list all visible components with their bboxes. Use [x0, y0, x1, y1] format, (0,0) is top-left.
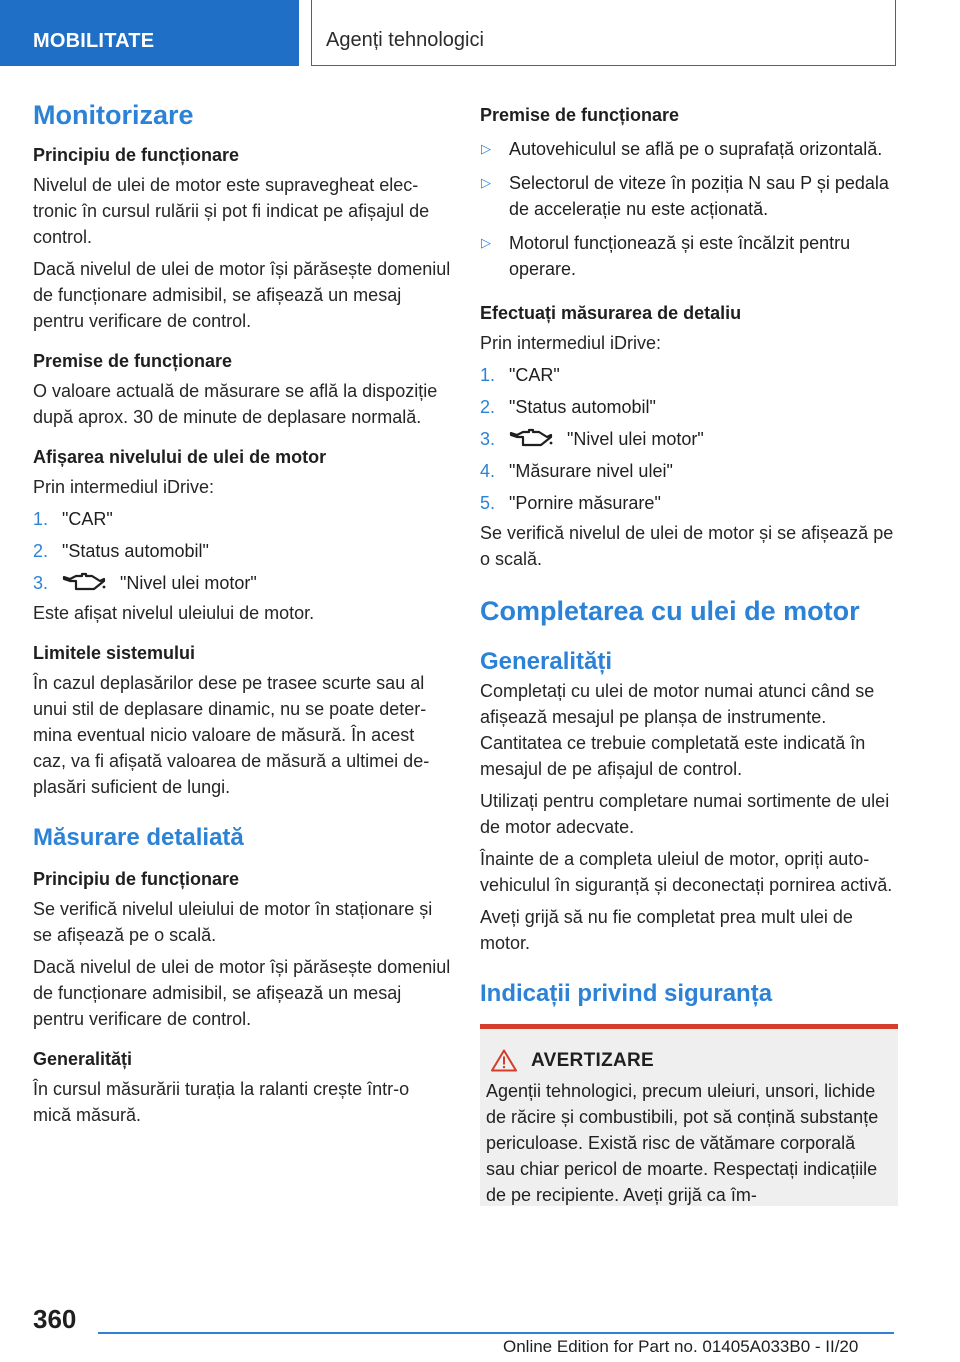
list-item [480, 426, 898, 452]
subheading-limite: Limitele sistemului [33, 643, 196, 663]
ordered-list [33, 506, 451, 596]
list-text: "CAR" [509, 365, 560, 385]
list-text: Motorul funcționează și este încălzit pentru operare. [509, 233, 851, 279]
paragraph: O valoare actuală de măsurare se află la dispoziție după aprox. 30 de minute de deplasare normală. [33, 381, 438, 427]
list-item [480, 458, 898, 484]
heading-masurare-detaliata: Măsurare detaliată [33, 824, 244, 851]
section-tab: MOBILITATE [0, 0, 299, 66]
paragraph: Aveți grijă să nu fie completat prea mult ulei de motor. [480, 907, 853, 953]
chapter-title: Agenți tehnologici [311, 0, 896, 66]
list-number: 2. [33, 541, 49, 561]
list-number: 1. [33, 509, 49, 529]
subheading-principiu: Principiu de funcționare [33, 145, 240, 165]
paragraph: În cursul măsurării turația la ralanti crește într-o mică măsură. [33, 1079, 410, 1125]
heading-indicatii-siguranta: Indicații privind siguranța [480, 980, 773, 1007]
paragraph: Utilizați pentru completare numai sortimente de ulei de motor adecvate. [480, 791, 890, 837]
ordered-list [480, 362, 898, 516]
list-text: Selectorul de viteze în poziția N sau P și pedala de accelerație nu este acționată. [509, 173, 889, 219]
subheading-efectuati: Efectuați măsurarea de detaliu [480, 303, 742, 323]
subheading-afisare: Afișarea nivelului de ulei de motor [33, 447, 327, 467]
warning-label: AVERTIZARE [531, 1049, 654, 1071]
list-text: "Status automobil" [62, 541, 209, 561]
triangle-bullet-icon: ▷ [481, 141, 491, 156]
paragraph: Prin intermediul iDrive: [33, 477, 215, 497]
list-number: 3. [33, 573, 49, 593]
paragraph: Completați cu ulei de motor numai atunci când se afișează mesajul pe planșa de instrumente. Cantitatea ce trebuie completată este indicată în mesajul de pe afișajul de control. [480, 681, 875, 779]
list-text: "Nivel ulei motor" [567, 429, 704, 449]
footer-edition: Online Edition for Part no. 01405A033B0 - II/20 [503, 1337, 859, 1356]
paragraph: Dacă nivelul de ulei de motor își părăsește domeniul de funcționare admisibil, se afișează un mesaj pentru verificare de control. [33, 957, 451, 1029]
paragraph: Este afișat nivelul uleiului de motor. [33, 603, 315, 623]
warning-box [480, 1024, 898, 1206]
list-item [480, 394, 898, 420]
oil-can-icon [62, 572, 106, 592]
paragraph: Înainte de a completa uleiul de motor, opriți autovehiculul în siguranță și deconectați pornirea activă. [480, 849, 893, 895]
list-item [33, 538, 451, 564]
heading-completarea: Completarea cu ulei de motor [480, 596, 860, 626]
list-item [480, 136, 898, 162]
triangle-bullet-icon: ▷ [481, 175, 491, 190]
list-text: "Nivel ulei motor" [120, 573, 257, 593]
paragraph: Nivelul de ulei de motor este supravegheat electronic în cursul rulării și pot fi indicat pe afișajul de control. [33, 175, 430, 247]
warning-header [486, 1049, 886, 1072]
subheading-premise: Premise de funcționare [33, 351, 233, 371]
page-header [0, 0, 960, 66]
paragraph: Prin intermediul iDrive: [480, 333, 662, 353]
list-text: "Pornire măsurare" [509, 493, 661, 513]
subheading-premise-right: Premise de funcționare [480, 105, 680, 125]
footer-divider [98, 1332, 894, 1334]
paragraph: Se verifică nivelul uleiului de motor în staționare și se afișează pe o scală. [33, 899, 433, 945]
list-text: Autovehiculul se află pe o suprafață orizontală. [509, 139, 883, 159]
list-item [33, 570, 451, 596]
right-column [480, 98, 898, 1206]
paragraph: Dacă nivelul de ulei de motor își părăsește domeniul de funcționare admisibil, se afișează un mesaj pentru verificare de control. [33, 259, 451, 331]
oil-can-icon [509, 428, 553, 448]
warning-text: Agenții tehnologici, precum uleiuri, unsori, lichide de răcire și combustibili, pot să conțină substanțe periculoase. Există risc de vătămare corporală sau chiar pericol de moarte. Respectați indicațiile de pe recipiente. Aveți grijă ca îm- [486, 1081, 879, 1205]
list-number: 5. [480, 493, 496, 513]
warning-triangle-icon [491, 1049, 517, 1072]
list-text: "Măsurare nivel ulei" [509, 461, 673, 481]
heading-generalitati: Generalități [480, 648, 613, 675]
heading-monitorizare: Monitorizare [33, 100, 194, 130]
list-item [33, 506, 451, 532]
paragraph: În cazul deplasărilor dese pe trasee scurte sau al unui stil de deplasare dinamic, nu se poate determina eventual nicio valoare de măsură. În acest caz, va fi afișată valoarea de măsură a ultimei deplasări suficient de lungi. [33, 673, 430, 797]
paragraph: Se verifică nivelul de ulei de motor și se afișează pe o scală. [480, 523, 894, 569]
list-number: 3. [480, 429, 496, 449]
triangle-bullet-icon: ▷ [481, 235, 491, 250]
subheading-principiu-2: Principiu de funcționare [33, 869, 240, 889]
list-text: "CAR" [62, 509, 113, 529]
list-number: 4. [480, 461, 496, 481]
subheading-generalitati: Generalități [33, 1049, 133, 1069]
list-item [480, 170, 898, 222]
list-item [480, 362, 898, 388]
list-item [480, 490, 898, 516]
bullet-list [480, 136, 898, 282]
left-column [33, 98, 451, 1128]
list-text: "Status automobil" [509, 397, 656, 417]
list-item [480, 230, 898, 282]
list-number: 1. [480, 365, 496, 385]
list-number: 2. [480, 397, 496, 417]
page-number: 360 [33, 1304, 77, 1334]
